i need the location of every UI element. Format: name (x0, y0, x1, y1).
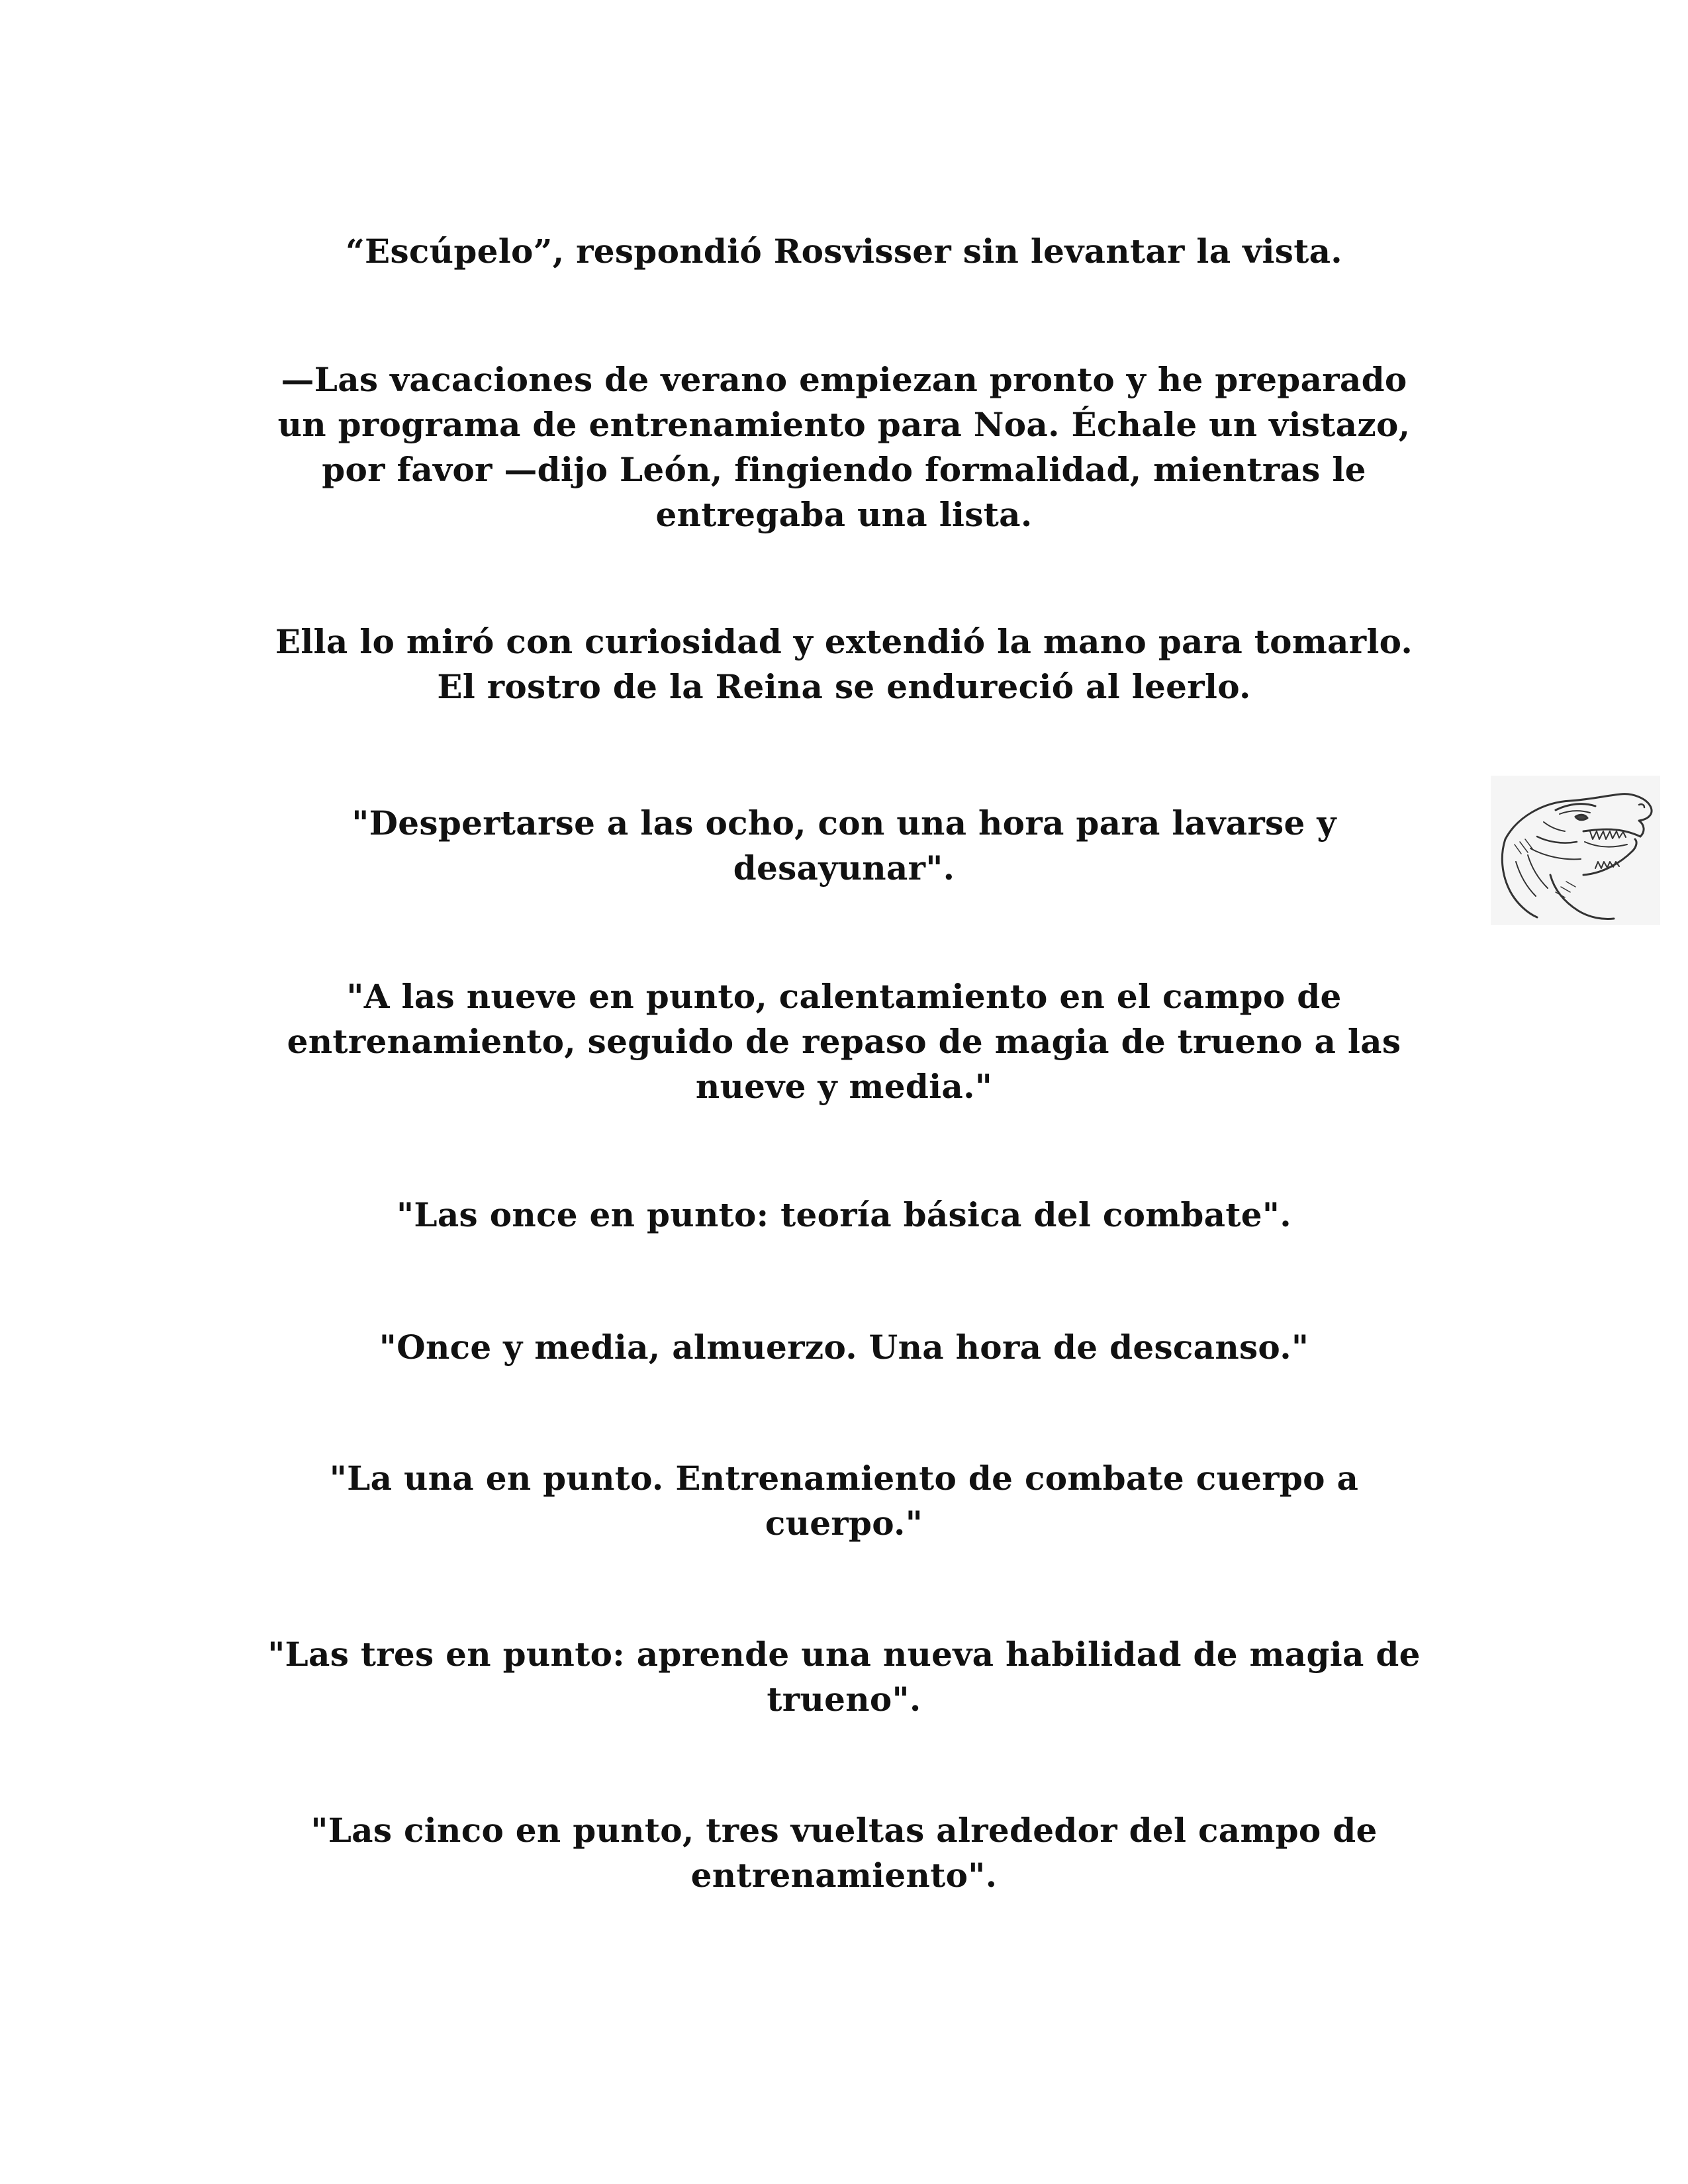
paragraph-1: “Escúpelo”, respondió Rosvisser sin levantar la vista. (346, 232, 1342, 271)
paragraph-7: "Once y media, almuerzo. Una hora de descanso." (379, 1328, 1309, 1367)
paragraph-8: "La una en punto. Entrenamiento de combate cuerpo a cuerpo." (329, 1459, 1359, 1543)
paragraph-2: —Las vacaciones de verano empiezan pronto y he preparado un programa de entrenamiento para Noa. Échale un vistazo, por favor —dijo León, fingiendo formalidad, mientras le entregaba una lista. (277, 360, 1411, 534)
paragraph-5: "A las nueve en punto, calentamiento en el campo de entrenamiento, seguido de repaso de magia de trueno a las nueve y media." (287, 977, 1401, 1106)
paragraph-3: Ella lo miró con curiosidad y extendió la mano para tomarlo. El rostro de la Reina se endureció al leerlo. (275, 622, 1413, 706)
paragraph-10: "Las cinco en punto, tres vueltas alrededor del campo de entrenamiento". (310, 1811, 1378, 1895)
paragraph-6: "Las once en punto: teoría básica del combate". (397, 1195, 1291, 1234)
dinosaur-head-sketch-icon (1491, 776, 1660, 925)
paragraph-4: "Despertarse a las ocho, con una hora para lavarse y desayunar". (352, 803, 1336, 887)
paragraph-9: "Las tres en punto: aprende una nueva habilidad de magia de trueno". (267, 1635, 1421, 1719)
